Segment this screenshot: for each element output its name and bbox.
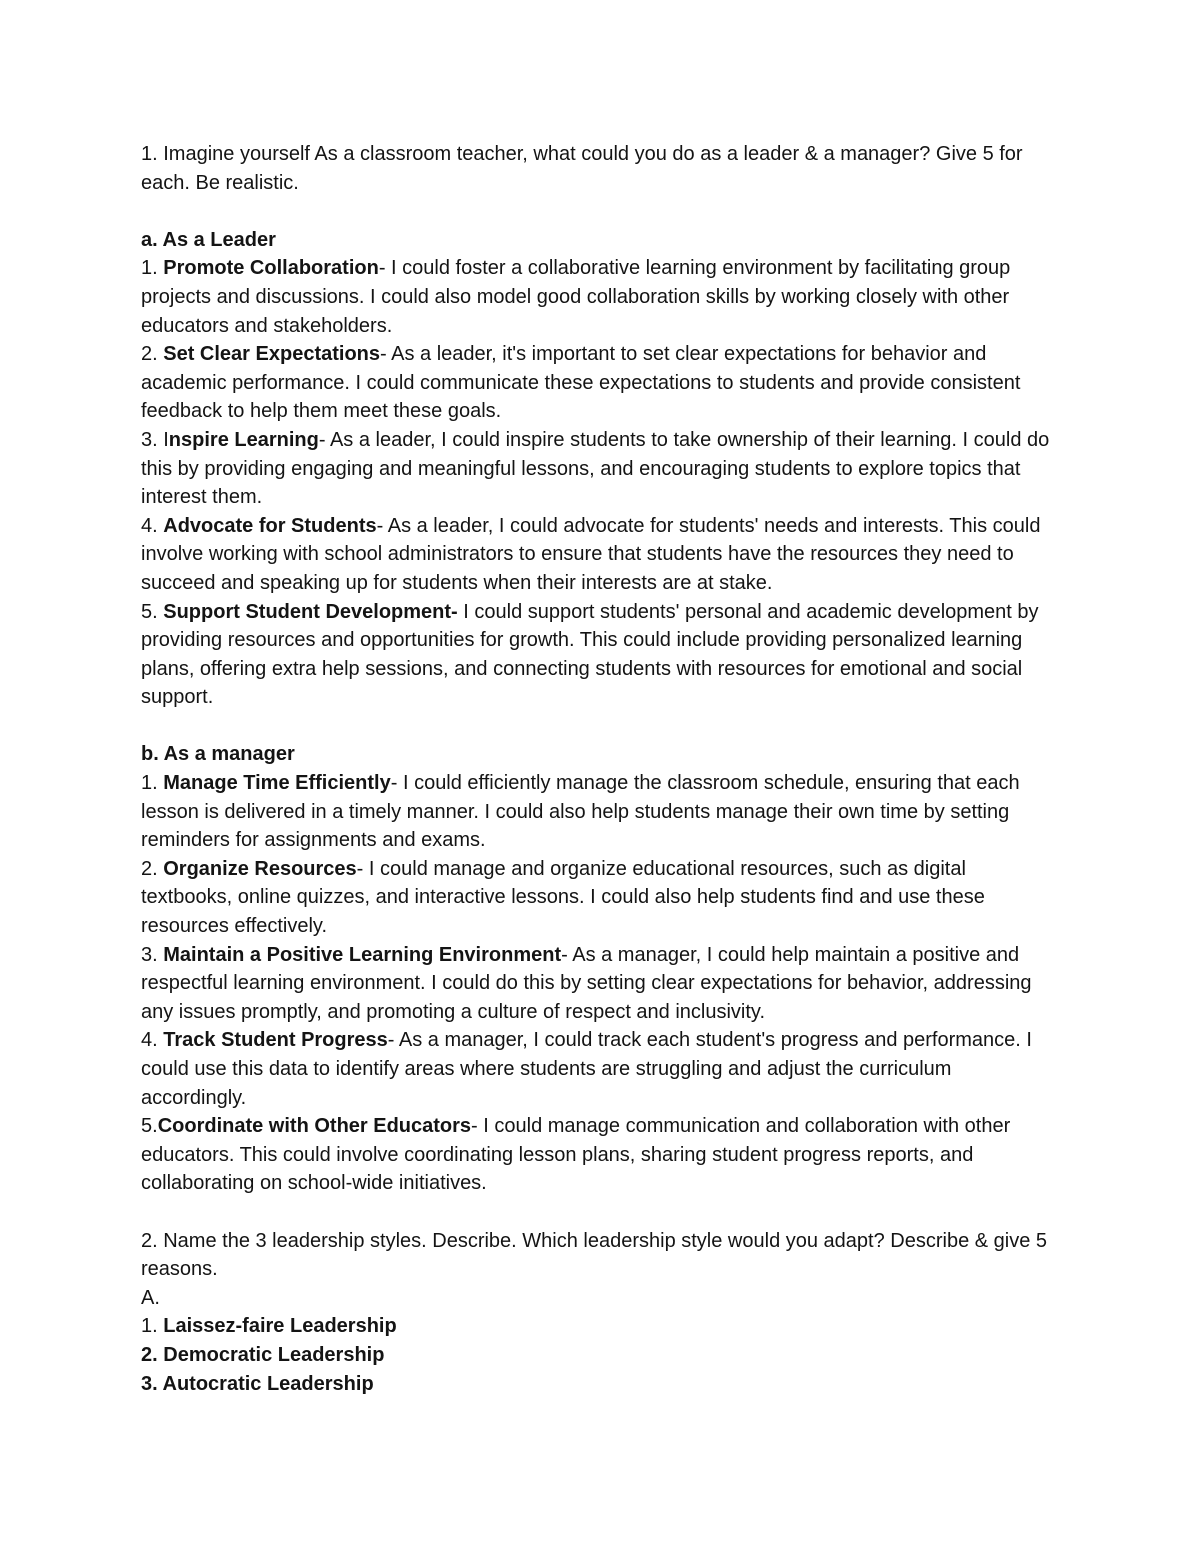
document-page <box>141 140 1061 1398</box>
item-text: - I could manage communication and collaboration with other educators. This could involve coordinating lesson plans, sharing student progress reports, and collaborating on school-wide initiatives. <box>141 1115 1011 1195</box>
item-title: Advocate for Students <box>163 514 377 537</box>
leader-item-3 <box>141 426 1061 512</box>
question-2: 2. Name the 3 leadership styles. Describe. Which leadership style would you adapt? Describe & give 5 reasons. <box>141 1229 1048 1281</box>
manager-heading: b. As a manager <box>141 743 295 766</box>
item-text: - I could efficiently manage the classroom schedule, ensuring that each lesson is delivered in a timely manner. I could also help students manage their own time by setting reminders for assignments and exams. <box>141 772 1020 852</box>
item-number: 3. <box>141 1372 163 1395</box>
item-title: nspire Learning <box>168 428 319 451</box>
manager-item-2 <box>141 855 1061 941</box>
item-number: 1. <box>141 257 164 280</box>
item-number: 3. <box>141 943 164 966</box>
leader-item-1 <box>141 254 1061 340</box>
style-item-1 <box>141 1312 1061 1341</box>
item-number: 2. <box>141 343 164 366</box>
item-number: 1. <box>141 1315 164 1338</box>
item-title: Track Student Progress <box>163 1029 388 1052</box>
item-title: Organize Resources <box>163 857 357 880</box>
manager-item-3 <box>141 941 1061 1027</box>
item-text: - As a manager, I could track each student's progress and performance. I could use this data to identify areas where students are struggling and adjust the curriculum accordingly. <box>141 1029 1032 1109</box>
item-text: - I could manage and organize educational resources, such as digital textbooks, online quizzes, and interactive lessons. I could also help students find and use these resources effectively. <box>141 857 985 938</box>
item-text: - As a leader, it's important to set clear expectations for behavior and academic performance. I could communicate these expectations to students and provide consistent feedback to help them meet these goals. <box>141 343 1021 423</box>
item-number: 2. <box>141 1343 164 1366</box>
answer-label: A. <box>141 1286 160 1309</box>
leader-item-2 <box>141 340 1061 426</box>
item-text: - I could foster a collaborative learning environment by facilitating group projects and discussions. I could also model good collaboration skills by working closely with other educators and stakeholders. <box>141 257 1011 337</box>
item-number: 5. <box>141 1115 158 1138</box>
item-title: Autocratic Leadership <box>162 1372 374 1395</box>
spacer <box>141 1198 1061 1227</box>
item-title: Set Clear Expectations <box>163 343 380 366</box>
manager-item-1 <box>141 769 1061 855</box>
style-item-2 <box>141 1341 1061 1370</box>
item-number: 2. <box>141 857 164 880</box>
item-text: I could support students' personal and academic development by providing resources and opportunities for growth. This could include providing personalized learning plans, offering extra help sessions, and connecting students with resources for emotional and social support. <box>141 600 1039 709</box>
item-number: 3. I <box>141 428 169 451</box>
leader-heading: a. As a Leader <box>141 228 276 251</box>
leader-item-5 <box>141 598 1061 712</box>
spacer <box>141 197 1061 226</box>
item-title: Laissez-faire Leadership <box>163 1315 397 1338</box>
item-title: Promote Collaboration <box>163 257 379 280</box>
item-title: Maintain a Positive Learning Environment <box>163 943 562 966</box>
item-number: 1. <box>141 772 164 795</box>
leader-item-4 <box>141 512 1061 598</box>
style-item-3 <box>141 1370 1061 1399</box>
item-text: - As a leader, I could inspire students to take ownership of their learning. I could do this by providing engaging and meaningful lessons, and encouraging students to explore topics that interest them. <box>141 428 1050 509</box>
item-title: Support Student Development- <box>163 600 458 623</box>
item-number: 4. <box>141 514 164 537</box>
manager-item-4 <box>141 1026 1061 1112</box>
item-title: Coordinate with Other Educators <box>157 1115 472 1138</box>
item-text: - As a manager, I could help maintain a positive and respectful learning environment. I could do this by setting clear expectations for behavior, addressing any issues promptly, and promoting a culture of respect and inclusivity. <box>141 943 1032 1023</box>
item-text: - As a leader, I could advocate for students' needs and interests. This could involve working with school administrators to ensure that students have the resources they need to succeed and speaking up for students when their interests are at stake. <box>141 514 1041 594</box>
item-number: 4. <box>141 1029 164 1052</box>
manager-item-5 <box>141 1112 1061 1198</box>
item-number: 5. <box>141 600 164 623</box>
question-1: 1. Imagine yourself As a classroom teacher, what could you do as a leader & a manager? Give 5 for each. Be realistic. <box>141 143 1023 194</box>
item-title: Democratic Leadership <box>163 1343 385 1366</box>
item-title: Manage Time Efficiently <box>163 772 391 795</box>
spacer <box>141 712 1061 741</box>
